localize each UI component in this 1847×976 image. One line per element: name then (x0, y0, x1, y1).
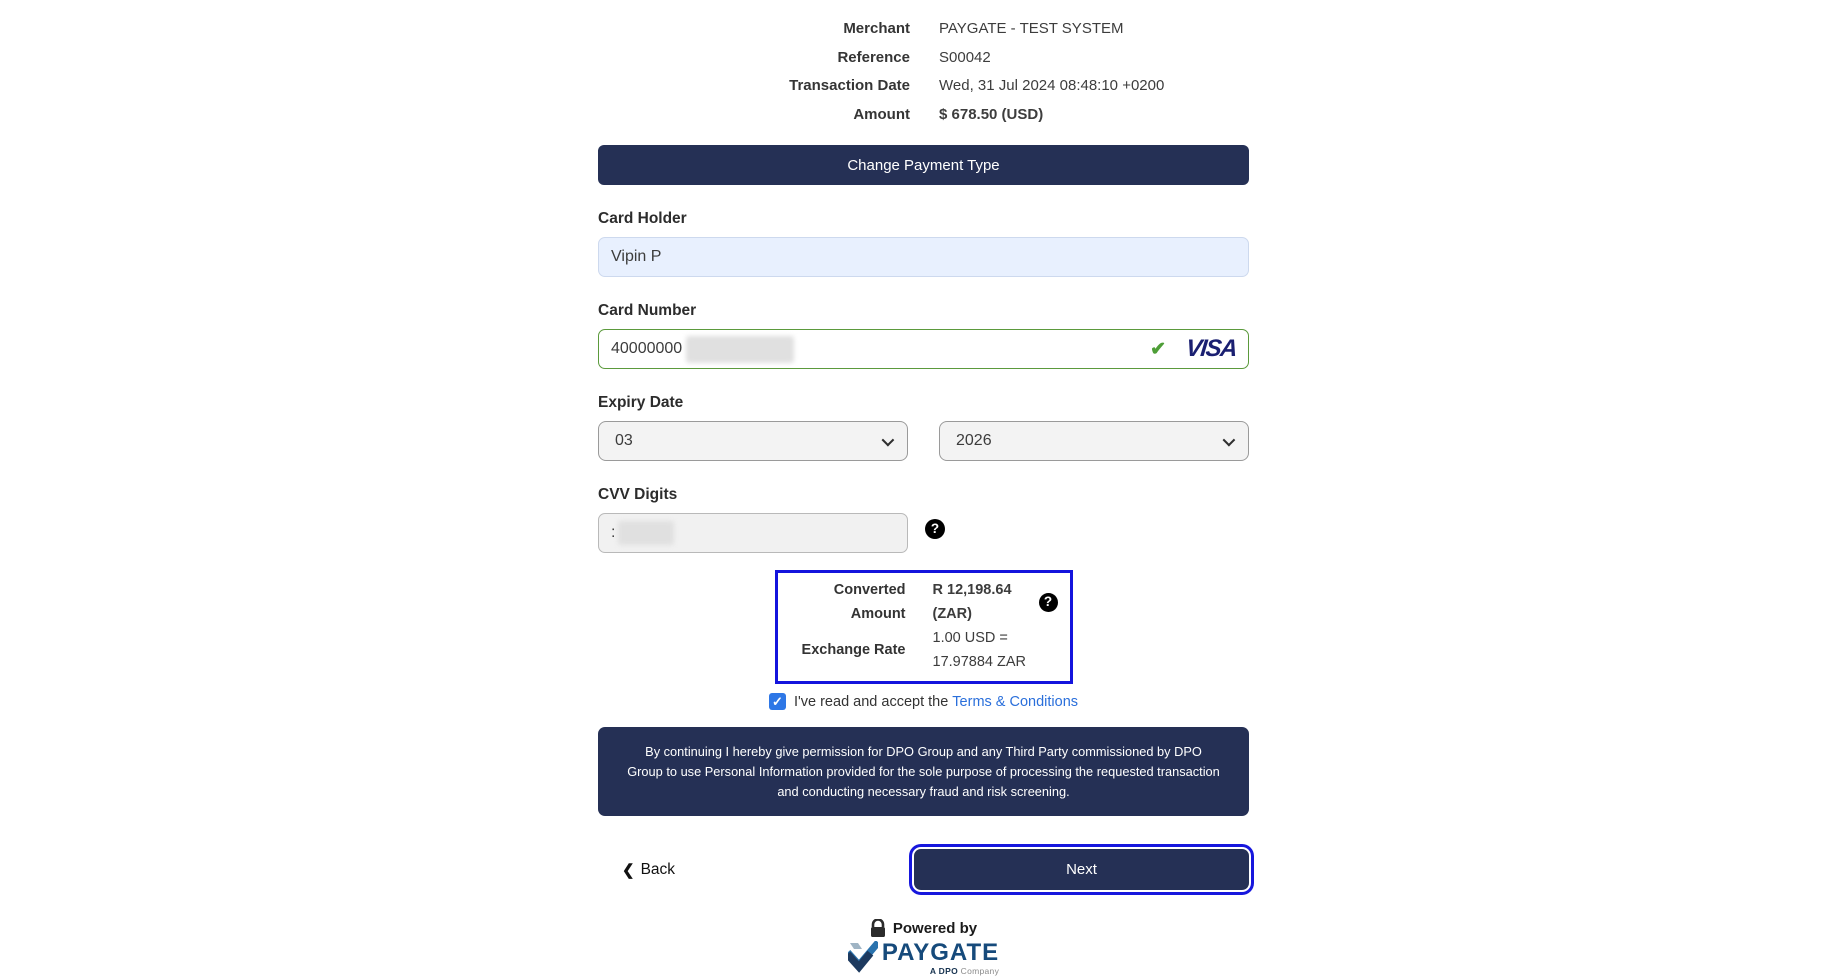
info-row-amount (598, 101, 1249, 130)
exchange-rate-value: 1.00 USD = 17.97884 ZAR (932, 630, 1027, 670)
chevron-left-icon: ❮ (622, 861, 635, 879)
card-holder-input[interactable] (598, 237, 1249, 277)
terms-checkbox[interactable]: ✓ (769, 693, 786, 710)
chevron-down-icon (1223, 433, 1236, 446)
exchange-rate-row (790, 626, 1058, 674)
info-row-merchant (598, 15, 1249, 44)
powered-by-section (598, 919, 1249, 976)
paygate-tagline-bold: A DPO (929, 966, 958, 976)
card-number-input[interactable] (598, 329, 1249, 369)
paygate-wordmark-block (882, 941, 999, 976)
card-holder-label: Card Holder (598, 210, 687, 227)
expiry-selects (598, 421, 1249, 461)
cvv-masked-digits (618, 521, 674, 545)
card-number-group (598, 302, 1249, 369)
transaction-info (598, 15, 1249, 129)
powered-by-text: Powered by (892, 920, 978, 938)
expiry-year-value: 2026 (956, 432, 992, 449)
paygate-check-icon (848, 941, 878, 973)
back-label: Back (640, 860, 676, 878)
valid-check-icon: ✔ (1150, 338, 1166, 360)
payment-form (598, 0, 1249, 976)
converted-amount-value (906, 578, 1058, 626)
reference-value: S00042 (939, 48, 991, 66)
converted-amount-text: R 12,198.64 (ZAR) (932, 582, 1012, 622)
cvv-input[interactable] (598, 513, 908, 553)
cvv-group (598, 486, 1249, 553)
terms-conditions-link[interactable]: Terms & Conditions (952, 693, 1079, 710)
paygate-logo (848, 941, 999, 976)
powered-by-row (870, 919, 977, 938)
privacy-disclaimer: By continuing I hereby give permission for DPO Group and any Third Party commissioned by DPO Group to use Personal Information provided for the sole purpose of processing the requested transaction and conducting necessary fraud and risk screening. (598, 727, 1249, 816)
cvv-row (598, 504, 1249, 553)
converted-amount-help-icon[interactable]: ? (1039, 593, 1058, 612)
card-number-label: Card Number (598, 302, 697, 319)
amount-value: $ 678.50 (USD) (939, 105, 1044, 123)
back-link[interactable] (622, 861, 675, 879)
card-holder-value: Vipin P (611, 248, 662, 265)
terms-row (598, 693, 1249, 710)
reference-label: Reference (837, 48, 910, 66)
navigation-row (598, 849, 1249, 890)
card-holder-group (598, 210, 1249, 277)
transaction-date-value: Wed, 31 Jul 2024 08:48:10 +0200 (939, 77, 1165, 94)
amount-label: Amount (853, 105, 910, 123)
card-number-masked-digits (686, 336, 794, 363)
card-number-value: 40000000 (611, 340, 683, 357)
converted-amount-label: Converted Amount (833, 582, 906, 622)
transaction-date-label: Transaction Date (789, 77, 910, 94)
converted-amount-row (790, 578, 1058, 626)
next-button[interactable]: Next (914, 849, 1249, 890)
info-row-reference (598, 44, 1249, 73)
visa-logo: VISA (1184, 335, 1238, 362)
expiry-date-group (598, 394, 1249, 461)
expiry-year-select[interactable] (939, 421, 1249, 461)
lock-icon (870, 919, 886, 938)
expiry-date-label: Expiry Date (598, 394, 684, 411)
merchant-value: PAYGATE - TEST SYSTEM (939, 20, 1124, 37)
paygate-tagline (930, 966, 999, 976)
cvv-value: : (611, 524, 616, 541)
chevron-down-icon (882, 433, 895, 446)
info-row-transaction-date (598, 72, 1249, 101)
conversion-box (775, 570, 1073, 684)
paygate-tagline-rest: Company (957, 966, 1000, 976)
cvv-help-icon[interactable]: ? (925, 519, 945, 539)
merchant-label: Merchant (843, 20, 910, 37)
exchange-rate-label: Exchange Rate (801, 642, 906, 658)
cvv-label: CVV Digits (598, 486, 678, 503)
paygate-wordmark: PAYGATE (881, 939, 1000, 967)
expiry-month-select[interactable] (598, 421, 908, 461)
terms-text: I've read and accept the (793, 693, 949, 710)
change-payment-type-button[interactable]: Change Payment Type (598, 145, 1249, 185)
expiry-month-value: 03 (615, 432, 633, 449)
